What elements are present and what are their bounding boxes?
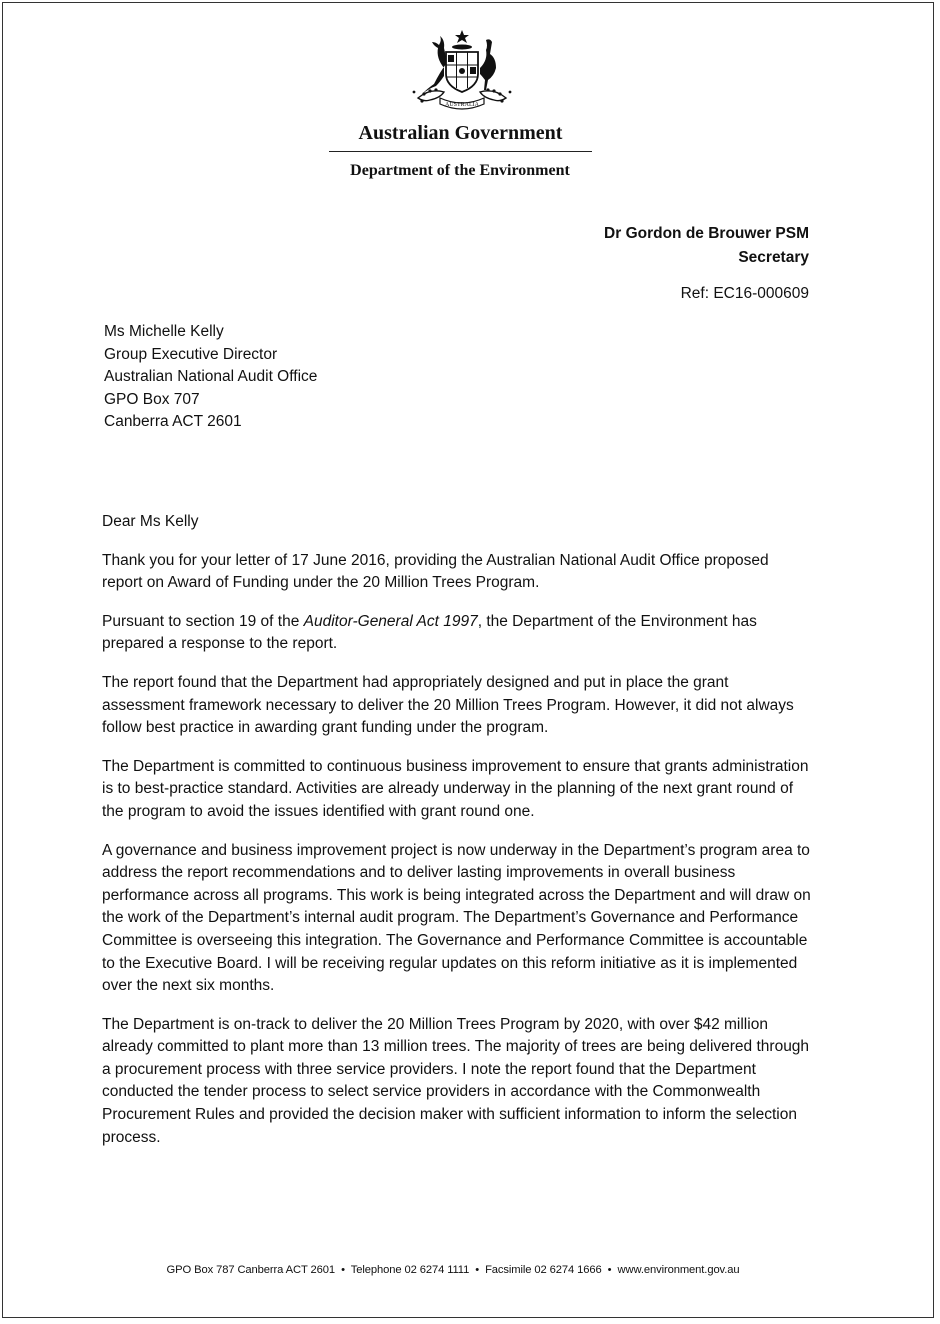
organisation-name: Australian Government [358,122,563,144]
letter-body [102,511,812,1165]
recipient-address [104,321,317,434]
paragraph-2-rest: , the Department of the Environment has prepared a response to the report. [102,612,757,653]
letterhead-divider [329,151,592,152]
recipient-line: Australian National Audit Office [104,368,318,386]
salutation: Dear Ms Kelly [102,513,199,530]
paragraph-3: The report found that the Department had appropriately designed and put in place the grant assessment framework necessary to deliver the 20 Million Trees Program. However, it did not always follow best practice in awarding grant funding under the program. [102,673,794,737]
paragraph-4: The Department is committed to continuous business improvement to ensure that grants administration is to best-practice standard. Activities are already underway in the planning of the next grant round of the program to avoid the issues identified with grant round one. [102,757,809,820]
footer-separator: • [341,1264,345,1276]
reference-number: Ref: EC16-000609 [680,285,809,302]
footer-telephone: Telephone 02 6274 1111 [350,1264,470,1276]
paragraph-2-lead: Pursuant to section 19 of the [102,612,304,630]
recipient-line: Group Executive Director [104,345,278,363]
footer-contact [0,1262,906,1278]
coat-of-arms-icon [400,28,524,114]
paragraph-6: The Department is on-track to deliver the 20 Million Trees Program by 2020, with over $42 million already committed to plant more than 13 million trees. The majority of trees are being delivered through a procurement process with three service providers. I note the report found that the Department conducted the tender process to select service providers in accordance with the Commonwealth Procurement Rules and provided the decision maker with sufficient information to inform the selection process. [102,1015,810,1146]
recipient-line: GPO Box 707 [104,390,200,408]
footer-address: GPO Box 787 Canberra ACT 2601 [166,1264,336,1276]
footer-separator: • [475,1264,480,1276]
sender-block [604,222,809,270]
footer-facsimile: Facsimile 02 6274 1666 [485,1264,602,1276]
paragraph-1: Thank you for your letter of 17 June 2016, providing the Australian National Audit Office proposed report on Award of Funding under the 20 Million Trees Program. [102,551,769,592]
footer-separator: • [607,1264,612,1276]
recipient-line: Canberra ACT 2601 [104,413,242,431]
sender-name: Dr Gordon de Brouwer PSM [604,225,809,242]
department-name: Department of the Environment [350,162,570,179]
recipient-line: Ms Michelle Kelly [104,323,224,340]
paragraph-2 [102,611,812,656]
sender-title: Secretary [738,249,809,266]
paragraph-5: A governance and business improvement project is now underway in the Department’s program area to address the report recommendations and to deliver lasting improvements in overall business performance across all programs. This work is being integrated across the Department and will draw on the work of the Department’s internal audit program. The Department’s Governance and Performance Committee is overseeing this integration. The Governance and Performance Committee is accountable to the Executive Board. I will be receiving regular updates on this reform initiative as it is implemented over the next six months. [102,841,811,995]
act-title: Auditor-General Act 1997 [303,612,478,630]
footer-website[interactable]: www.environment.gov.au [617,1264,740,1276]
motto-label: AUSTRALIA [445,102,479,108]
